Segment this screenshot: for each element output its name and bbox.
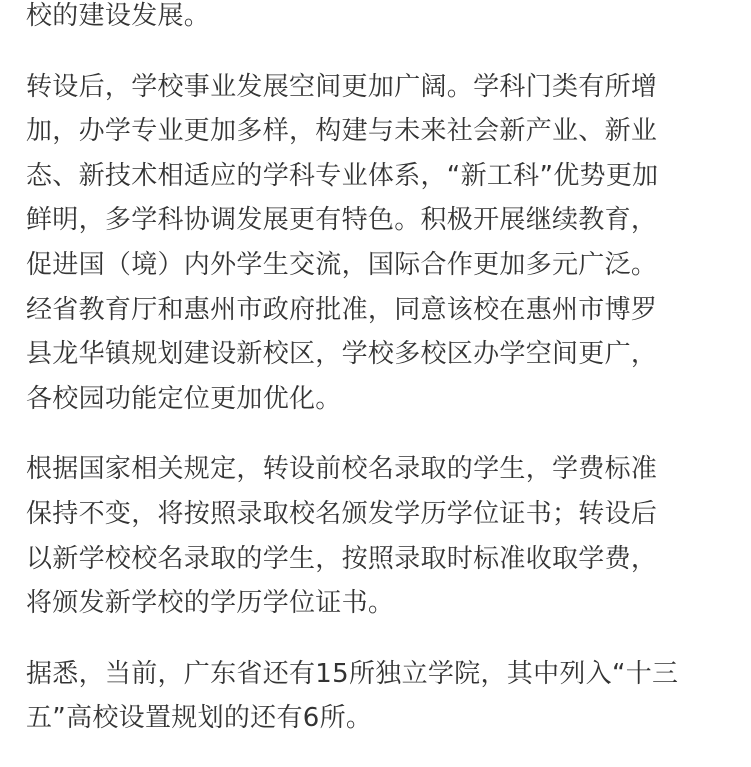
paragraph-4 <box>26 652 736 741</box>
paragraph-2 <box>26 65 736 422</box>
text-line: 态、新技术相适应的学科专业体系，“新工科”优势更加 <box>26 160 659 191</box>
paragraph-3 <box>26 447 736 625</box>
text-line: 据悉，当前，广东省还有15所独立学院，其中列入“十三 <box>26 658 679 689</box>
text-line: 鲜明，多学科协调发展更有特色。积极开展继续教育， <box>26 205 658 236</box>
article-body <box>26 0 736 767</box>
text-line: 转设后，学校事业发展空间更加广阔。学科门类有所增 <box>26 71 658 102</box>
text-line: 根据国家相关规定，转设前校名录取的学生，学费标准 <box>26 454 658 485</box>
text-line: 将颁发新学校的学历学位证书。 <box>26 588 395 619</box>
text-line: 校的建设发展。 <box>26 1 211 31</box>
text-line: 加，办学专业更加多样，构建与未来社会新产业、新业 <box>26 116 658 147</box>
text-line: 以新学校校名录取的学生，按照录取时标准收取学费， <box>26 543 658 574</box>
text-line: 保持不变，将按照录取校名颁发学历学位证书；转设后 <box>26 498 658 529</box>
paragraph-1 <box>26 0 736 39</box>
text-line: 县龙华镇规划建设新校区，学校多校区办学空间更广， <box>26 339 658 370</box>
text-line: 五”高校设置规划的还有6所。 <box>26 703 373 734</box>
text-line: 经省教育厅和惠州市政府批准，同意该校在惠州市博罗 <box>26 294 658 325</box>
text-line: 促进国（境）内外学生交流，国际合作更加多元广泛。 <box>26 249 658 280</box>
text-line: 各校园功能定位更加优化。 <box>26 383 342 414</box>
